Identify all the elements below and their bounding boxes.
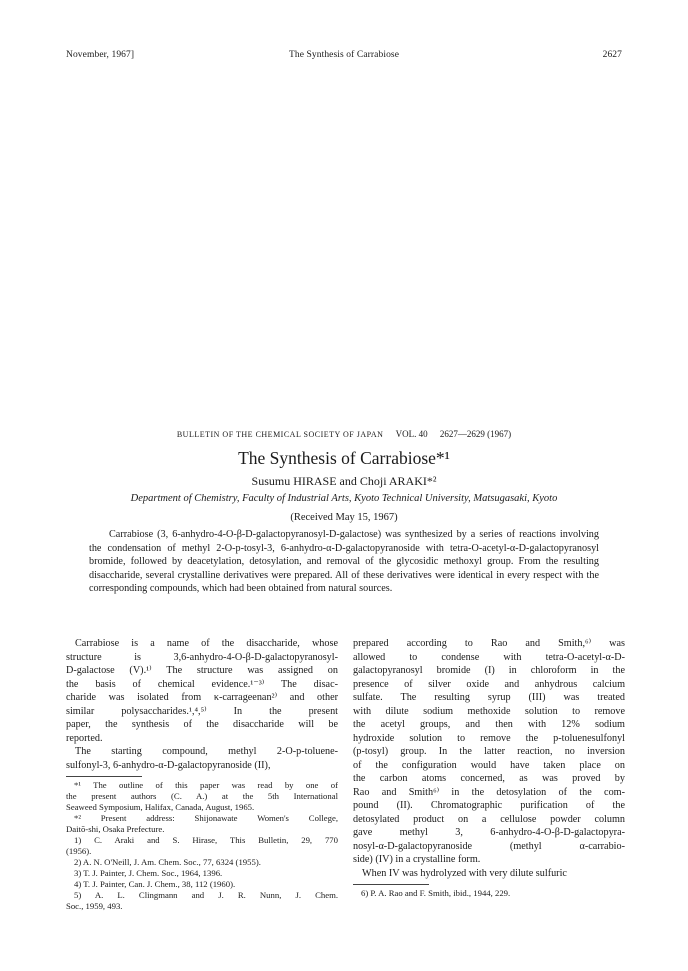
- body-text-line: hydroxide solution to remove the p-toluenesulfonyl: [353, 732, 625, 744]
- body-text-line: D-galactose (V).¹⁾ The structure was assigned on: [66, 665, 338, 676]
- journal-pages: 2627—2629 (1967): [439, 429, 512, 439]
- body-text-line: similar polysaccharides.¹,⁴,⁵⁾ In the present: [66, 705, 338, 717]
- left-footnotes: [66, 780, 338, 912]
- body-text-line: gave methyl 3, 6-anhydro-4-O-β-D-galactopyra-: [353, 827, 625, 838]
- authors: Susumu HIRASE and Choji ARAKI*²: [251, 474, 437, 488]
- paper-title: The Synthesis of Carrabiose*¹: [238, 448, 450, 468]
- body-text-line: side) (IV) in a crystalline form.: [353, 854, 481, 865]
- footnote-line: Seaweed Symposium, Halifax, Canada, August, 1965.: [66, 802, 255, 812]
- footnote-line: the present authors (C. A.) at the 5th International: [66, 791, 338, 801]
- abstract: Carrabiose (3, 6-anhydro-4-O-β-D-galactopyranosyl-D-galactose) was synthesized by a series of reactions involving the condensation of methyl 2-O-p-tosyl-3, 6-anhydro-α-D-galactopyranoside with tetra-O-acetyl-α-D-galactopyranosyl bromide, followed by deacetylation, detosylation, and removal of the glycosidic methoxyl group. From the resulting disaccharide, several crystalline derivatives were prepared. All of these derivatives were identical in every respect with the corresponding compounds, which had been obtained from natural sources.: [89, 529, 599, 595]
- body-text-line: with dilute sodium methoxide solution to remove: [353, 705, 625, 717]
- body-text-line: galactopyranosyl bromide (I) in chloroform in the: [353, 665, 625, 676]
- footnote-line: 1) C. Araki and S. Hirase, This Bulletin, 29, 770: [74, 835, 338, 845]
- body-text-line: sulfonyl-3, 6-anhydro-α-D-galactopyranoside (II),: [66, 759, 271, 771]
- affiliation: Department of Chemistry, Faculty of Industrial Arts, Kyoto Technical University, Matsugasaki, Kyoto: [130, 493, 558, 504]
- footnote-line: Daitō-shi, Osaka Prefecture.: [66, 824, 165, 834]
- footnote-line: *² Present address: Shijonawate Women's College,: [74, 813, 338, 823]
- footnote-line: 6) P. A. Rao and F. Smith, ibid., 1944, 229.: [361, 888, 511, 898]
- page-number: 2627: [602, 50, 622, 60]
- body-text-line: the carbon atoms concerned, as was proved by: [353, 773, 625, 784]
- body-text-line: detosylated product on a cellulose powder column: [353, 813, 625, 825]
- footnote-line: 2) A. N. O'Neill, J. Am. Chem. Soc., 77, 6324 (1955).: [74, 857, 261, 867]
- footnote-line: 4) T. J. Painter, Can. J. Chem., 38, 112 (1960).: [74, 879, 236, 889]
- body-text-line: charide was isolated from κ-carrageenan²⁾ and other: [66, 692, 338, 703]
- journal-name: BULLETIN OF THE CHEMICAL SOCIETY OF JAPAN: [176, 430, 384, 439]
- journal-volume: VOL. 40: [395, 429, 428, 439]
- body-text-line: sulfate. The resulting syrup (III) was treated: [353, 692, 625, 703]
- footnote-rule: [353, 884, 429, 885]
- body-text-line: (p-tosyl) group. In the latter reaction, no inversion: [353, 746, 625, 757]
- body-text-line: structure is 3,6-anhydro-4-O-β-D-galactopyranosyl-: [66, 651, 338, 663]
- body-text-line: Carrabiose is a name of the disaccharide, whose: [75, 638, 338, 649]
- body-text-line: presence of silver oxide and anhydrous calcium: [353, 678, 625, 690]
- footnote-line: Soc., 1959, 493.: [66, 901, 123, 911]
- body-text-line: When IV was hydrolyzed with very dilute sulfuric: [362, 867, 567, 879]
- body-text-line: of the configuration would have taken place on: [353, 759, 625, 771]
- footnote-line: 5) A. L. Clingmann and J. R. Nunn, J. Chem.: [74, 890, 338, 900]
- right-footnotes: [353, 888, 625, 899]
- body-text-line: the basis of chemical evidence.¹⁻³⁾ The disac-: [66, 678, 338, 690]
- body-text-line: the acetyl groups, and then with 12% sodium: [353, 719, 625, 730]
- left-column-body: [66, 637, 338, 772]
- footnote-line: *¹ The outline of this paper was read by one of: [74, 780, 338, 790]
- body-text-line: The starting compound, methyl 2-O-p-toluene-: [75, 746, 338, 757]
- body-text-line: allowed to condense with tetra-O-acetyl-α-D-: [353, 651, 625, 663]
- body-text-line: reported.: [66, 732, 103, 744]
- right-column-body: [353, 637, 625, 880]
- running-header-title: The Synthesis of Carrabiose: [288, 50, 400, 60]
- body-text-line: prepared according to Rao and Smith,⁶⁾ was: [353, 638, 625, 649]
- body-text-line: pound (II). Chromatographic purification of the: [353, 800, 625, 811]
- right-column: [353, 637, 625, 899]
- running-header-date: November, 1967]: [66, 50, 135, 60]
- received-date: (Received May 15, 1967): [290, 512, 398, 523]
- left-column: [66, 637, 338, 912]
- body-text-line: Rao and Smith⁶⁾ in the detosylation of the com-: [353, 786, 625, 798]
- footnote-rule: [66, 776, 142, 777]
- footnote-line: 3) T. J. Painter, J. Chem. Soc., 1964, 1396.: [74, 868, 223, 878]
- bulletin-line: [0, 429, 688, 439]
- body-text-line: paper, the synthesis of the disaccharide will be: [66, 719, 338, 730]
- footnote-line: (1956).: [66, 846, 92, 856]
- body-text-line: nosyl-α-D-galactopyranoside (methyl α-carrabio-: [353, 840, 625, 852]
